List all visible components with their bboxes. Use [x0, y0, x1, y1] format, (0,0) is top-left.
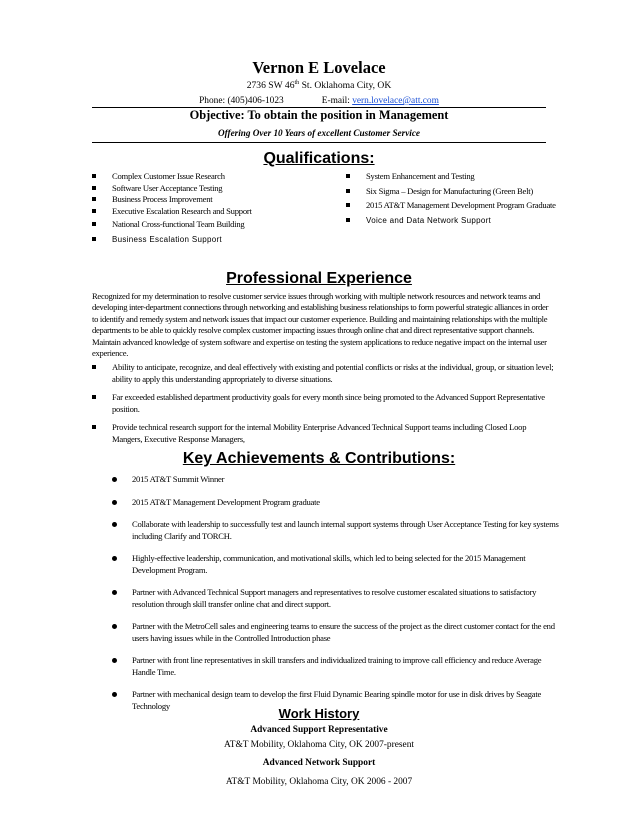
list-item — [112, 587, 564, 610]
square-bullet-icon — [92, 365, 96, 369]
qualification-text: National Cross-functional Team Building — [112, 219, 245, 229]
achievements-list — [112, 474, 564, 723]
square-bullet-icon — [92, 186, 96, 190]
job-title: Advanced Network Support — [262, 758, 376, 768]
experience-bullet-text: Ability to anticipate, recognize, and deal effectively with existing and potential conflicts or risks at the individual, group, or situation level; ability to apply this understanding appropriately to diverse situations. — [112, 362, 554, 384]
list-item — [346, 215, 566, 227]
round-bullet-icon — [112, 590, 117, 595]
qualifications-left-list — [92, 171, 332, 245]
achievement-text: 2015 AT&T Summit Winner — [132, 474, 225, 484]
square-bullet-icon — [92, 222, 96, 226]
qualification-text: Business Escalation Support — [112, 234, 222, 244]
achievement-text: Highly-effective leadership, communication, and motivational skills, which led to being selected for the 2015 Management Development Program. — [132, 553, 526, 575]
phone-text: Phone: (405)406-1023 — [199, 96, 284, 106]
email-link[interactable]: vern.lovelace@att.com — [352, 96, 439, 106]
list-item — [346, 200, 566, 212]
square-bullet-icon — [92, 395, 96, 399]
list-item — [92, 362, 554, 385]
round-bullet-icon — [112, 477, 117, 482]
qualification-text: Business Process Improvement — [112, 194, 213, 204]
square-bullet-icon — [346, 203, 350, 207]
square-bullet-icon — [92, 174, 96, 178]
objective-subtitle: Offering Over 10 Years of excellent Customer Service — [217, 128, 420, 138]
list-item — [112, 474, 564, 486]
job-title: Advanced Support Representative — [250, 725, 388, 735]
list-item — [112, 621, 564, 644]
round-bullet-icon — [112, 692, 117, 697]
achievement-text: Partner with the MetroCell sales and engineering teams to ensure the success of the project as the direct customer contact for the end users having issues while in the Controlled Introduction phase — [132, 621, 555, 643]
list-item — [112, 497, 564, 509]
contact-line — [0, 96, 638, 106]
square-bullet-icon — [92, 209, 96, 213]
list-item — [92, 194, 332, 206]
experience-bullet-text: Provide technical research support for the internal Mobility Enterprise Advanced Technical Support teams including Closed Loop Mangers, Executive Response Managers, — [112, 422, 527, 444]
job-employer-line: AT&T Mobility, Oklahoma City, OK 2006 - 2007 — [225, 777, 413, 787]
experience-heading: Professional Experience — [226, 270, 412, 287]
list-item — [92, 234, 332, 246]
round-bullet-icon — [112, 522, 117, 527]
list-item — [92, 206, 332, 218]
list-item — [346, 186, 566, 198]
address-line — [0, 80, 638, 91]
experience-bullet-list — [92, 362, 554, 452]
list-item — [346, 171, 566, 183]
applicant-name: Vernon E Lovelace — [252, 58, 386, 77]
qualifications-heading: Qualifications: — [263, 150, 375, 167]
qualification-text: Complex Customer Issue Research — [112, 171, 225, 181]
achievement-text: Partner with Advanced Technical Support managers and representatives to resolve customer escalated situations to satisfactory resolution through skill transfer online chat and direct support. — [132, 587, 537, 609]
qualification-text: 2015 AT&T Management Development Program Graduate — [366, 200, 556, 210]
achievements-heading: Key Achievements & Contributions: — [182, 450, 456, 467]
list-item — [92, 392, 554, 415]
achievement-text: 2015 AT&T Management Development Program graduate — [132, 496, 320, 507]
achievement-text: Partner with mechanical design team to develop the first Fluid Dynamic Bearing spindle motor for use in disk drives by Seagate Technology — [132, 689, 542, 711]
square-bullet-icon — [346, 218, 350, 222]
experience-bullet-text: Far exceeded established department productivity goals for every month since being promoted to the Advanced Support Representative position. — [112, 392, 545, 414]
achievement-text: Partner with front line representatives in skill transfers and individualized training to improve call efficiency and reduce Average Handle Time. — [132, 655, 542, 677]
round-bullet-icon — [112, 556, 117, 561]
qualification-text: Voice and Data Network Support — [366, 215, 492, 225]
list-item — [112, 519, 564, 542]
round-bullet-icon — [112, 500, 117, 505]
square-bullet-icon — [346, 174, 350, 178]
qualification-text: Six Sigma – Design for Manufacturing (Green Belt) — [366, 185, 533, 196]
objective-divider — [92, 142, 546, 143]
qualification-text: System Enhancement and Testing — [366, 171, 475, 181]
list-item — [92, 183, 332, 195]
list-item — [92, 219, 332, 231]
address-city: St. Oklahoma City, OK — [299, 80, 392, 92]
address-superscript: th — [294, 80, 300, 86]
round-bullet-icon — [112, 624, 117, 629]
objective-title: Objective: To obtain the position in Management — [189, 108, 449, 122]
square-bullet-icon — [92, 425, 96, 429]
qualifications-right-list — [346, 171, 566, 226]
qualification-text: Software User Acceptance Testing — [112, 182, 223, 193]
list-item — [112, 553, 564, 576]
list-item — [92, 422, 554, 445]
address-street: 2736 SW 46 — [246, 80, 295, 92]
round-bullet-icon — [112, 658, 117, 663]
email-label: E-mail: — [321, 96, 350, 106]
square-bullet-icon — [346, 189, 350, 193]
experience-summary: Recognized for my determination to resolve customer service issues through working with multiple network resources and network teams and developing inter-department connections through networking and establishing business relationships to form powerful strategic alliances in order to identify and remedy system and network issues that impact our customer experience. Building and maintaining relationships with the multiple departments to be able to quickly resolve complex customer impacting issues through online chat and direct representative support channels. Maintain advanced knowledge of system software and expertise on testing the system applications to reduce negative impact on the internal user experience. — [92, 291, 549, 359]
qualification-text: Executive Escalation Research and Support — [112, 205, 252, 216]
work-history-heading: Work History — [278, 706, 360, 721]
job-employer-line: AT&T Mobility, Oklahoma City, OK 2007-present — [224, 740, 414, 750]
square-bullet-icon — [92, 197, 96, 201]
square-bullet-icon — [92, 237, 96, 241]
list-item — [92, 171, 332, 183]
list-item — [112, 655, 564, 678]
achievement-text: Collaborate with leadership to successfully test and launch internal support systems through User Acceptance Testing for key systems including Clarify and TORCH. — [132, 519, 559, 541]
